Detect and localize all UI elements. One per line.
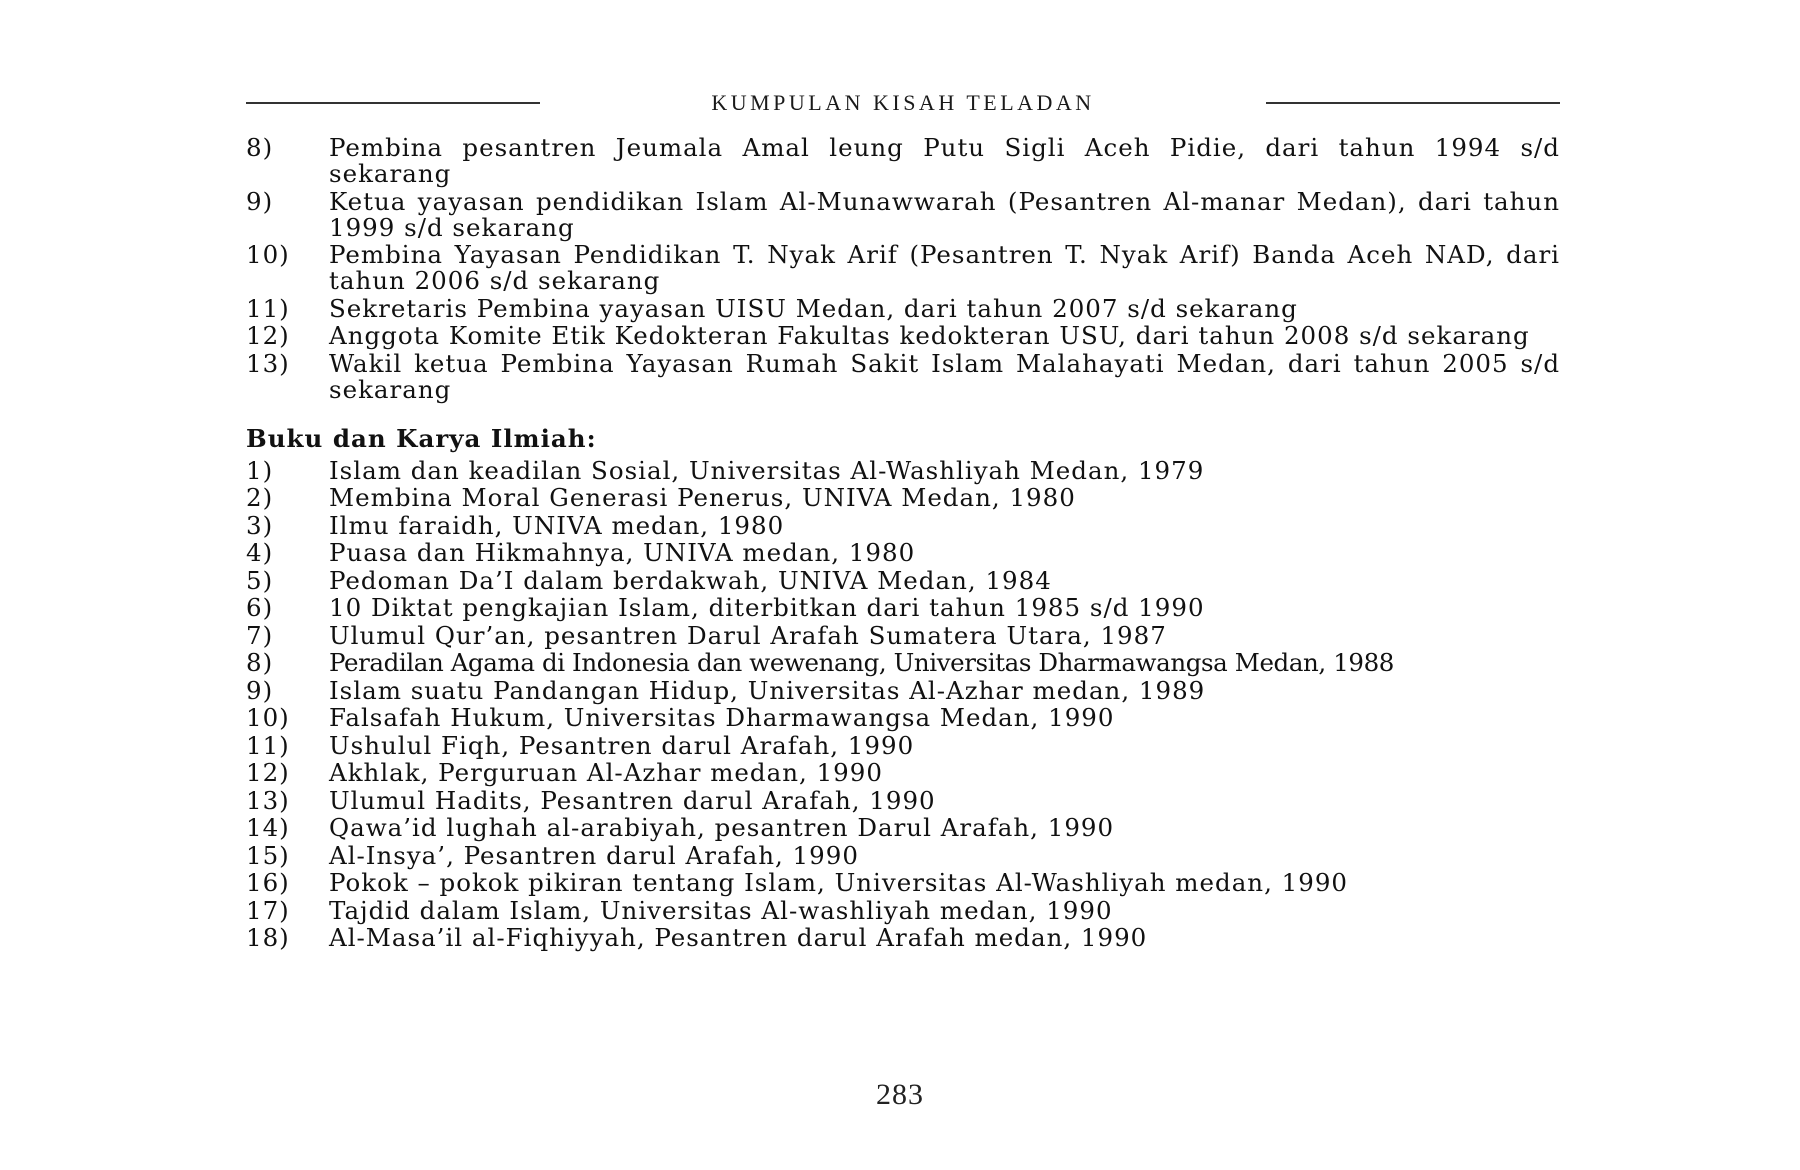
list-item [246,705,1560,731]
list-item-number: 4) [246,538,274,567]
list-item-number: 9) [246,186,274,216]
list-item-number: 18) [246,923,290,952]
list-item-text: Ushulul Fiqh, Pesantren darul Arafah, 1990 [329,730,915,760]
page-body [246,135,1560,953]
list-item [246,650,1560,676]
list-item [246,323,1560,349]
list-item [246,485,1560,511]
list-item-text: Akhlak, Perguruan Al-Azhar medan, 1990 [329,758,883,787]
list-item-text: Anggota Komite Etik Kedokteran Fakultas kedokteran USU, dari tahun 2008 s/d sekarang [329,321,1530,350]
header-rule-left [246,102,540,104]
list-item-text: Falsafah Hukum, Universitas Dharmawangsa Medan, 1990 [329,703,1115,732]
list-item [246,565,1560,595]
list-item [246,840,1560,870]
list-item [246,135,1560,187]
list-item [246,730,1560,760]
list-item-text: Wakil ketua Pembina Yayasan Rumah Sakit Islam Malahayati Medan, dari tahun 2005 s/d sekarang [329,348,1560,404]
list-item-number: 9) [246,675,274,705]
list-item [246,785,1560,815]
list-item-number: 3) [246,510,274,540]
list-item [246,620,1560,650]
list-item-number: 8) [246,648,274,677]
list-item-number: 2) [246,483,274,512]
list-item-text: Pedoman Da’I dalam berdakwah, UNIVA Medan, 1984 [329,565,1052,595]
positions-list [246,135,1560,403]
list-item [246,455,1560,485]
header-rule-right [1266,102,1560,104]
list-item [246,925,1560,951]
list-item-number: 12) [246,321,290,350]
list-item-text: Pembina pesantren Jeumala Amal leung Putu Sigli Aceh Pidie, dari tahun 1994 s/d sekarang [329,133,1560,188]
list-item-number: 8) [246,133,274,162]
list-item-text: Al-Insya’, Pesantren darul Arafah, 1990 [329,840,859,870]
section-heading: Buku dan Karya Ilmiah: [246,423,597,453]
list-item [246,870,1560,896]
list-item-text: Al-Masa’il al-Fiqhiyyah, Pesantren darul Arafah medan, 1990 [329,923,1148,952]
list-item [246,595,1560,621]
list-item [246,510,1560,540]
list-item-text: Ulumul Qur’an, pesantren Darul Arafah Sumatera Utara, 1987 [329,620,1167,650]
list-item-text: Peradilan Agama di Indonesia dan wewenang, Universitas Dharmawangsa Medan, 1988 [329,648,1394,677]
list-item [246,760,1560,786]
list-item-number: 12) [246,758,290,787]
list-item [246,675,1560,705]
list-item-number: 13) [246,785,290,815]
list-item-number: 13) [246,348,290,378]
list-item [246,186,1560,242]
list-item [246,242,1560,294]
list-item-number: 15) [246,840,290,870]
page-number: 283 [876,1078,924,1111]
list-item [246,540,1560,566]
list-item-text: Ketua yayasan pendidikan Islam Al-Munawwarah (Pesantren Al-manar Medan), dari tahun 1999 s/d sekarang [329,186,1560,242]
list-item-text: Puasa dan Hikmahnya, UNIVA medan, 1980 [329,538,916,567]
list-item-text: Pembina Yayasan Pendidikan T. Nyak Arif (Pesantren T. Nyak Arif) Banda Aceh NAD, dari tahun 2006 s/d sekarang [329,240,1560,295]
list-item-text: Sekretaris Pembina yayasan UISU Medan, dari tahun 2007 s/d sekarang [329,293,1298,323]
list-item [246,815,1560,841]
list-item-number: 16) [246,868,290,897]
running-header-title: KUMPULAN KISAH TELADAN [711,90,1095,115]
list-item [246,348,1560,404]
list-item-text: Ulumul Hadits, Pesantren darul Arafah, 1990 [329,785,936,815]
list-item-number: 14) [246,813,290,842]
list-item-text: Ilmu faraidh, UNIVA medan, 1980 [329,510,785,540]
list-item [246,293,1560,323]
list-item-number: 6) [246,593,274,622]
list-item-number: 10) [246,240,290,269]
list-item-text: Islam suatu Pandangan Hidup, Universitas Al-Azhar medan, 1989 [329,675,1206,705]
list-item-text: Qawa’id lughah al-arabiyah, pesantren Darul Arafah, 1990 [329,813,1115,842]
list-item-text: Membina Moral Generasi Penerus, UNIVA Medan, 1980 [329,483,1076,512]
list-item-number: 5) [246,565,274,595]
list-item-number: 10) [246,703,290,732]
list-item-text: Tajdid dalam Islam, Universitas Al-washliyah medan, 1990 [329,895,1113,925]
list-item [246,895,1560,925]
list-item-text: 10 Diktat pengkajian Islam, diterbitkan dari tahun 1985 s/d 1990 [329,593,1205,622]
running-header [246,88,1560,118]
list-item-text: Pokok – pokok pikiran tentang Islam, Universitas Al-Washliyah medan, 1990 [329,868,1349,897]
books-list [246,455,1560,952]
list-item-number: 1) [246,455,274,485]
list-item-number: 11) [246,730,290,760]
list-item-number: 17) [246,895,290,925]
list-item-number: 7) [246,620,274,650]
list-item-number: 11) [246,293,290,323]
list-item-text: Islam dan keadilan Sosial, Universitas Al-Washliyah Medan, 1979 [329,455,1205,485]
